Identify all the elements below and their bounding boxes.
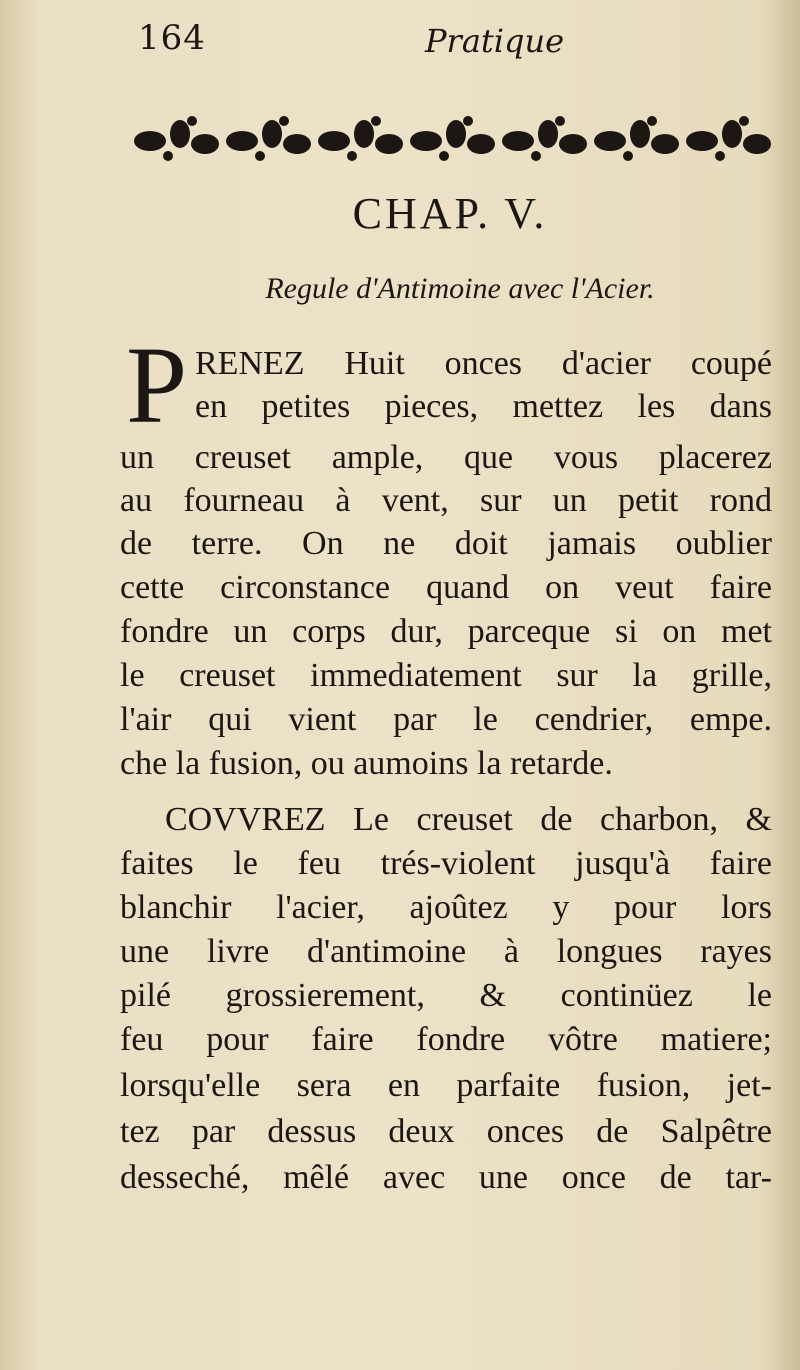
text-line: tez par dessus deux onces de Salpêtre [120, 1113, 772, 1150]
page-number: 164 [138, 18, 206, 58]
drop-cap: P [126, 324, 188, 446]
text-line: faites le feu trés-violent jusqu'à faire [120, 845, 772, 882]
text-line: en petites pieces, mettez les dans [195, 388, 772, 425]
text-line: fondre un corps dur, parceque si on met [120, 613, 772, 650]
chapter-subtitle: Regule d'Antimoine avec l'Acier. [265, 272, 655, 305]
text-line: un creuset ample, que vous placerez [120, 439, 772, 476]
text-line: de terre. On ne doit jamais oublier [120, 525, 772, 562]
text-line: blanchir l'acier, ajoûtez y pour lors [120, 889, 772, 926]
running-head: Pratique [425, 22, 565, 60]
text-line: desseché, mêlé avec une once de tar- [120, 1159, 772, 1196]
text-line: COVVREZ Le creuset de charbon, & [165, 801, 772, 838]
text-line: lorsqu'elle sera en parfaite fusion, jet- [120, 1067, 772, 1104]
text-line: RENEZ Huit onces d'acier coupé [195, 345, 772, 382]
text-line: cette circonstance quand on veut faire [120, 569, 772, 606]
text-line: le creuset immediatement sur la grille, [120, 657, 772, 694]
chapter-heading: CHAP. V. [352, 189, 548, 238]
text-line: pilé grossierement, & continüez le [120, 977, 772, 1014]
text-line: feu pour faire fondre vôtre matiere; [120, 1021, 772, 1058]
text-line: au fourneau à vent, sur un petit rond [120, 482, 772, 519]
text-line: l'air qui vient par le cendrier, empe. [120, 701, 772, 738]
text-line: che la fusion, ou aumoins la retarde. [120, 745, 613, 782]
fleuron-ornament-band [130, 106, 780, 176]
text-line: une livre d'antimoine à longues rayes [120, 933, 772, 970]
